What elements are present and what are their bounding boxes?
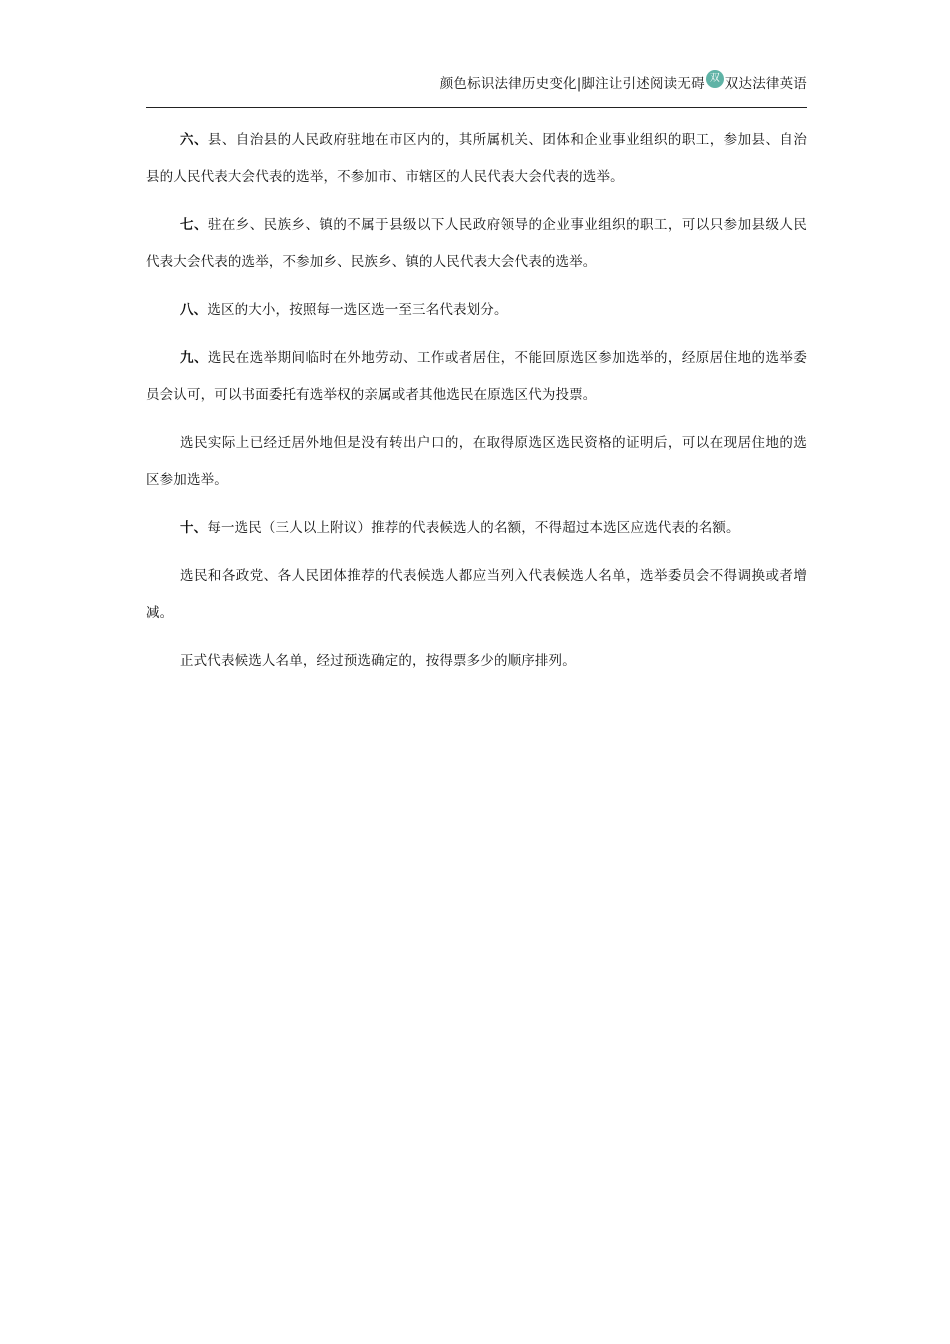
paragraph-9-continued bbox=[146, 425, 807, 499]
paragraph-text: 驻在乡、民族乡、镇的不属于县级以下人民政府领导的企业事业组织的职工，可以只参加县级人民代表大会代表的选举，不参加乡、民族乡、镇的人民代表大会代表的选举。 bbox=[146, 217, 807, 270]
paragraph-text: 每一选民（三人以上附议）推荐的代表候选人的名额，不得超过本选区应选代表的名额。 bbox=[207, 520, 740, 536]
paragraph-number: 十、 bbox=[180, 520, 208, 536]
paragraph-text: 县、自治县的人民政府驻地在市区内的，其所属机关、团体和企业事业组织的职工，参加县、自治县的人民代表大会代表的选举，不参加市、市辖区的人民代表大会代表的选举。 bbox=[146, 132, 807, 185]
paragraph-number: 七、 bbox=[180, 217, 208, 233]
paragraph-8 bbox=[146, 292, 807, 329]
page-header bbox=[146, 64, 807, 108]
paragraph-10-continued bbox=[146, 558, 807, 632]
paragraph-6 bbox=[146, 122, 807, 196]
paragraph-number: 九、 bbox=[180, 350, 208, 366]
brand-logo-icon: 双 bbox=[706, 70, 724, 88]
paragraph-number: 八、 bbox=[180, 302, 208, 318]
paragraph-number: 六、 bbox=[180, 132, 208, 148]
paragraph-7 bbox=[146, 207, 807, 281]
paragraph-10 bbox=[146, 510, 807, 547]
paragraph-text: 选民实际上已经迁居外地但是没有转出户口的，在取得原选区选民资格的证明后，可以在现居住地的选区参加选举。 bbox=[146, 435, 807, 488]
paragraph-text: 选区的大小，按照每一选区选一至三名代表划分。 bbox=[207, 302, 508, 318]
paragraph-text: 选民和各政党、各人民团体推荐的代表候选人都应当列入代表候选人名单，选举委员会不得调换或者增减。 bbox=[146, 568, 807, 621]
paragraph-9 bbox=[146, 340, 807, 414]
paragraph-text: 选民在选举期间临时在外地劳动、工作或者居住，不能回原选区参加选举的，经原居住地的选举委员会认可，可以书面委托有选举权的亲属或者其他选民在原选区代为投票。 bbox=[146, 350, 807, 403]
header-brand-name: 双达法律英语 bbox=[724, 76, 807, 92]
paragraph-10-final bbox=[146, 643, 807, 680]
paragraph-text: 正式代表候选人名单，经过预选确定的，按得票多少的顺序排列。 bbox=[180, 653, 576, 669]
header-tagline bbox=[440, 72, 807, 92]
document-body bbox=[146, 122, 807, 691]
header-tagline-text: 颜色标识法律历史变化|脚注让引述阅读无碍 bbox=[439, 76, 705, 92]
